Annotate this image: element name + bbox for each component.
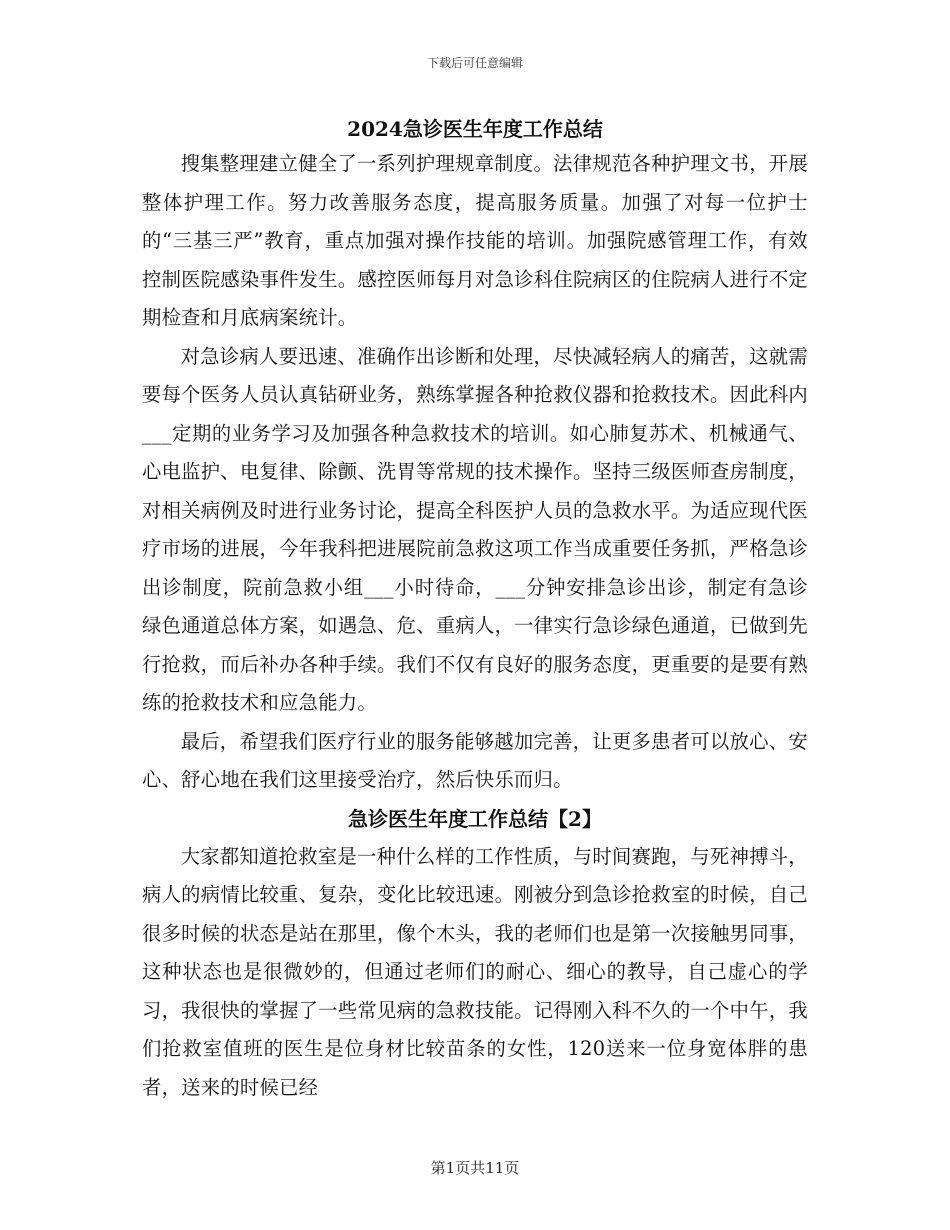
document-body [142,113,808,1107]
paragraph: 搜集整理建立健全了一系列护理规章制度。法律规范各种护理文书，开展整体护理工作。努力改善服务态度，提高服务质量。加强了对每一位护士的“三基三严”教育，重点加强对操作技能的培训。加强院感管理工作，有效控制医院感染事件发生。感控医师每月对急诊科住院病区的住院病人进行不定期检查和月底病案统计。 [142,152,808,329]
page-footer: 第1页共11页 [430,1159,520,1177]
section-title: 急诊医生年度工作总结【2】 [348,806,602,831]
page-header: 下载后可任意编辑 [426,56,523,70]
paragraph: 大家都知道抢救室是一种什么样的工作性质，与时间赛跑，与死神搏斗，病人的病情比较重、复杂，变化比较迅速。刚被分到急诊抢救室的时候，自己很多时候的状态是站在那里，像个木头，我的老师们也是第一次接触男同事，这种状态也是很微妙的，但通过老师们的耐心、细心的教导，自己虚心的学习，我很快的掌握了一些常见病的急救技能。记得刚入科不久的一个中午，我们抢救室值班的医生是位身材比较苗条的女性，120送来一位身宽体胖的患者，送来的时候已经 [142,844,808,1099]
paragraph: 对急诊病人要迅速、准确作出诊断和处理，尽快减轻病人的痛苦，这就需要每个医务人员认真钻研业务，熟练掌握各种抢救仪器和抢救技术。因此科内___定期的业务学习及加强各种急救技术的培训。如心肺复苏术、机械通气、心电监护、电复律、除颤、洗胃等常规的技术操作。坚持三级医师查房制度，对相关病例及时进行业务讨论，提高全科医护人员的急救水平。为适应现代医疗市场的进展，今年我科把进展院前急救这项工作当成重要任务抓，严格急诊出诊制度，院前急救小组___小时待命，___分钟安排急诊出诊，制定有急诊绿色通道总体方案，如遇急、危、重病人，一律实行急诊绿色通道，已做到先行抢救，而后补办各种手续。我们不仅有良好的服务态度，更重要的是要有熟练的抢救技术和应急能力。 [142,344,808,714]
document-title: 2024急诊医生年度工作总结 [347,117,603,141]
paragraph: 最后，希望我们医疗行业的服务能够越加完善，让更多患者可以放心、安心、舒心地在我们这里接受治疗，然后快乐而归。 [142,729,808,791]
